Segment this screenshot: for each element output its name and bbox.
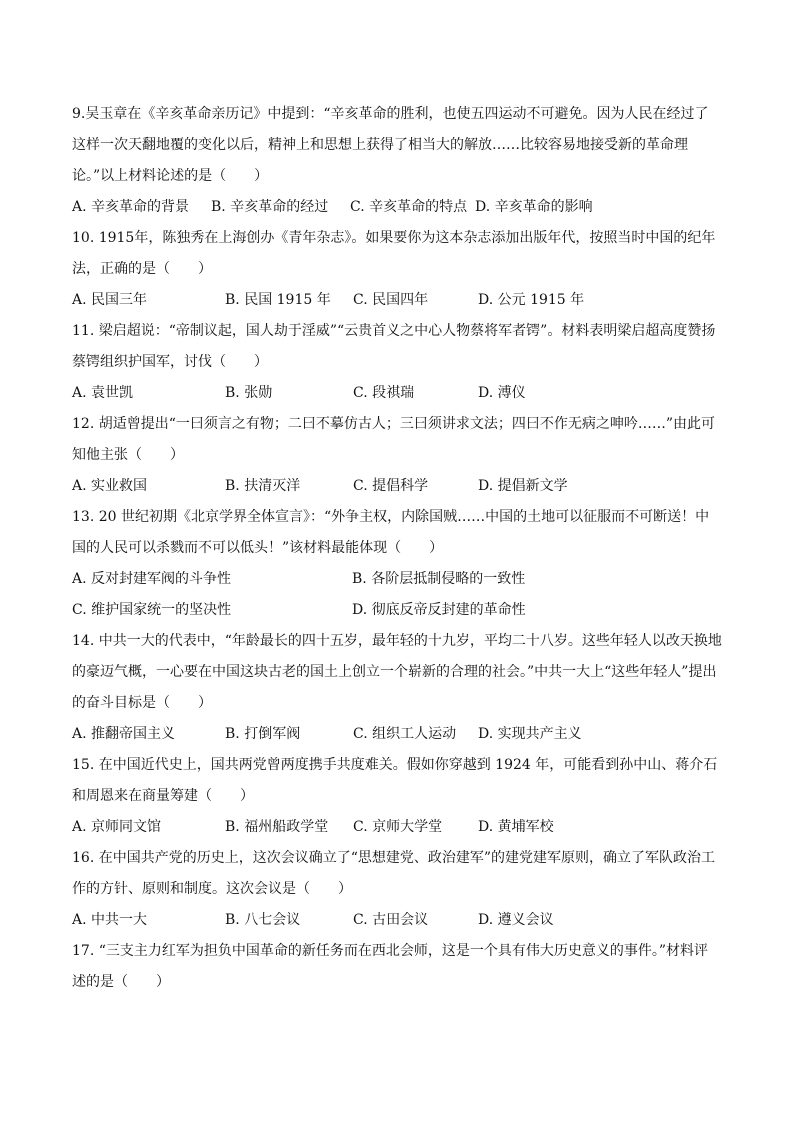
question-15-options	[72, 812, 722, 843]
question-12-option-c: C. 提倡科学	[353, 478, 429, 494]
question-11-option-b: B. 张勋	[225, 385, 273, 401]
question-13-options-row2	[72, 595, 722, 626]
question-10-option-d: D. 公元 1915 年	[478, 292, 585, 308]
question-15	[72, 750, 722, 843]
question-9-option-a: A. 辛亥革命的背景	[72, 199, 190, 215]
question-11-options	[72, 378, 722, 409]
question-12-stem: 12. 胡适曾提出“一曰须言之有物；二曰不摹仿古人；三曰须讲求文法；四曰不作无病之呻吟……”由此可知他主张（ ）	[72, 416, 716, 463]
question-16-stem: 16. 在中国共产党的历史上，这次会议确立了“思想建党、政治建军”的建党建军原则，确立了军队政治工作的方针、原则和制度。这次会议是（ ）	[72, 850, 716, 897]
question-14-option-a: A. 推翻帝国主义	[72, 726, 176, 742]
question-15-option-d: D. 黄埔军校	[478, 819, 554, 835]
question-13	[72, 502, 722, 626]
question-10	[72, 223, 722, 316]
question-16	[72, 843, 722, 936]
question-14-options	[72, 719, 722, 750]
question-11-stem: 11. 梁启超说：“帝制议起，国人劫于淫威”“云贵首义之中心人物蔡将军者锷”。材料表明梁启超高度赞扬蔡锷组织护国军，讨伐（ ）	[72, 323, 716, 370]
question-12	[72, 409, 722, 502]
question-15-option-c: C. 京师大学堂	[353, 819, 443, 835]
question-15-option-b: B. 福州船政学堂	[225, 819, 329, 835]
question-11	[72, 316, 722, 409]
question-14-option-c: C. 组织工人运动	[353, 726, 457, 742]
question-9-option-c: C. 辛亥革命的特点	[350, 199, 468, 215]
question-9-options	[72, 192, 722, 223]
question-12-options	[72, 471, 722, 502]
question-16-option-b: B. 八七会议	[225, 912, 301, 928]
question-list	[72, 99, 722, 998]
question-13-option-a: A. 反对封建军阀的斗争性	[72, 571, 232, 587]
question-12-option-b: B. 扶清灭洋	[225, 478, 301, 494]
question-13-options-row1	[72, 564, 722, 595]
question-15-stem: 15. 在中国近代史上，国共两党曾两度携手共度难关。假如你穿越到 1924 年，可能看到孙中山、蒋介石和周恩来在商量筹建（ ）	[72, 757, 718, 804]
question-12-option-d: D. 提倡新文学	[478, 478, 568, 494]
question-11-option-c: C. 段祺瑞	[353, 385, 415, 401]
question-16-options	[72, 905, 722, 936]
question-14-option-b: B. 打倒军阀	[225, 726, 301, 742]
question-13-option-d: D. 彻底反帝反封建的革命性	[352, 602, 526, 618]
question-16-option-c: C. 古田会议	[353, 912, 429, 928]
question-13-stem: 13. 20 世纪初期《北京学界全体宣言》：“外争主权，内除国贼……中国的土地可以征服而不可断送！中国的人民可以杀戮而不可以低头！”该材料最能体现（ ）	[72, 509, 710, 556]
question-9-stem: 9.吴玉章在《辛亥革命亲历记》中提到：“辛亥革命的胜利，也使五四运动不可避免。因为人民在经过了这样一次天翻地覆的变化以后，精神上和思想上获得了相当大的解放……比较容易地接受新的革命理论。”以上材料论述的是（ ）	[72, 106, 709, 184]
question-9-option-d: D. 辛亥革命的影响	[475, 199, 593, 215]
question-17-stem: 17. “三支主力红军为担负中国革命的新任务而在西北会师，这是一个具有伟大历史意义的事件。”材料评述的是（ ）	[72, 943, 709, 990]
question-16-option-a: A. 中共一大	[72, 912, 148, 928]
question-10-option-c: C. 民国四年	[353, 292, 429, 308]
question-10-options	[72, 285, 722, 316]
question-11-option-a: A. 袁世凯	[72, 385, 134, 401]
question-10-option-b: B. 民国 1915 年	[225, 292, 331, 308]
question-14-option-d: D. 实现共产主义	[478, 726, 582, 742]
question-11-option-d: D. 溥仪	[478, 385, 526, 401]
question-12-option-a: A. 实业救国	[72, 478, 148, 494]
question-10-option-a: A. 民国三年	[72, 292, 148, 308]
question-16-option-d: D. 遵义会议	[478, 912, 554, 928]
question-9	[72, 99, 722, 223]
question-15-option-a: A. 京师同文馆	[72, 819, 162, 835]
question-13-option-c: C. 维护国家统一的坚决性	[72, 602, 232, 618]
question-13-option-b: B. 各阶层抵制侵略的一致性	[352, 571, 526, 587]
question-14	[72, 626, 722, 750]
question-9-option-b: B. 辛亥革命的经过	[211, 199, 329, 215]
question-10-stem: 10. 1915年，陈独秀在上海创办《青年杂志》。如果要你为这本杂志添加出版年代，按照当时中国的纪年法，正确的是（ ）	[72, 230, 716, 277]
question-17	[72, 936, 722, 998]
question-14-stem: 14. 中共一大的代表中，“年龄最长的四十五岁，最年轻的十九岁，平均二十八岁。这些年轻人以改天换地的豪迈气概，一心要在中国这块古老的国土上创立一个崭新的合理的社会。”中共一大上“这些年轻人”提出的奋斗目标是（ ）	[72, 633, 722, 711]
